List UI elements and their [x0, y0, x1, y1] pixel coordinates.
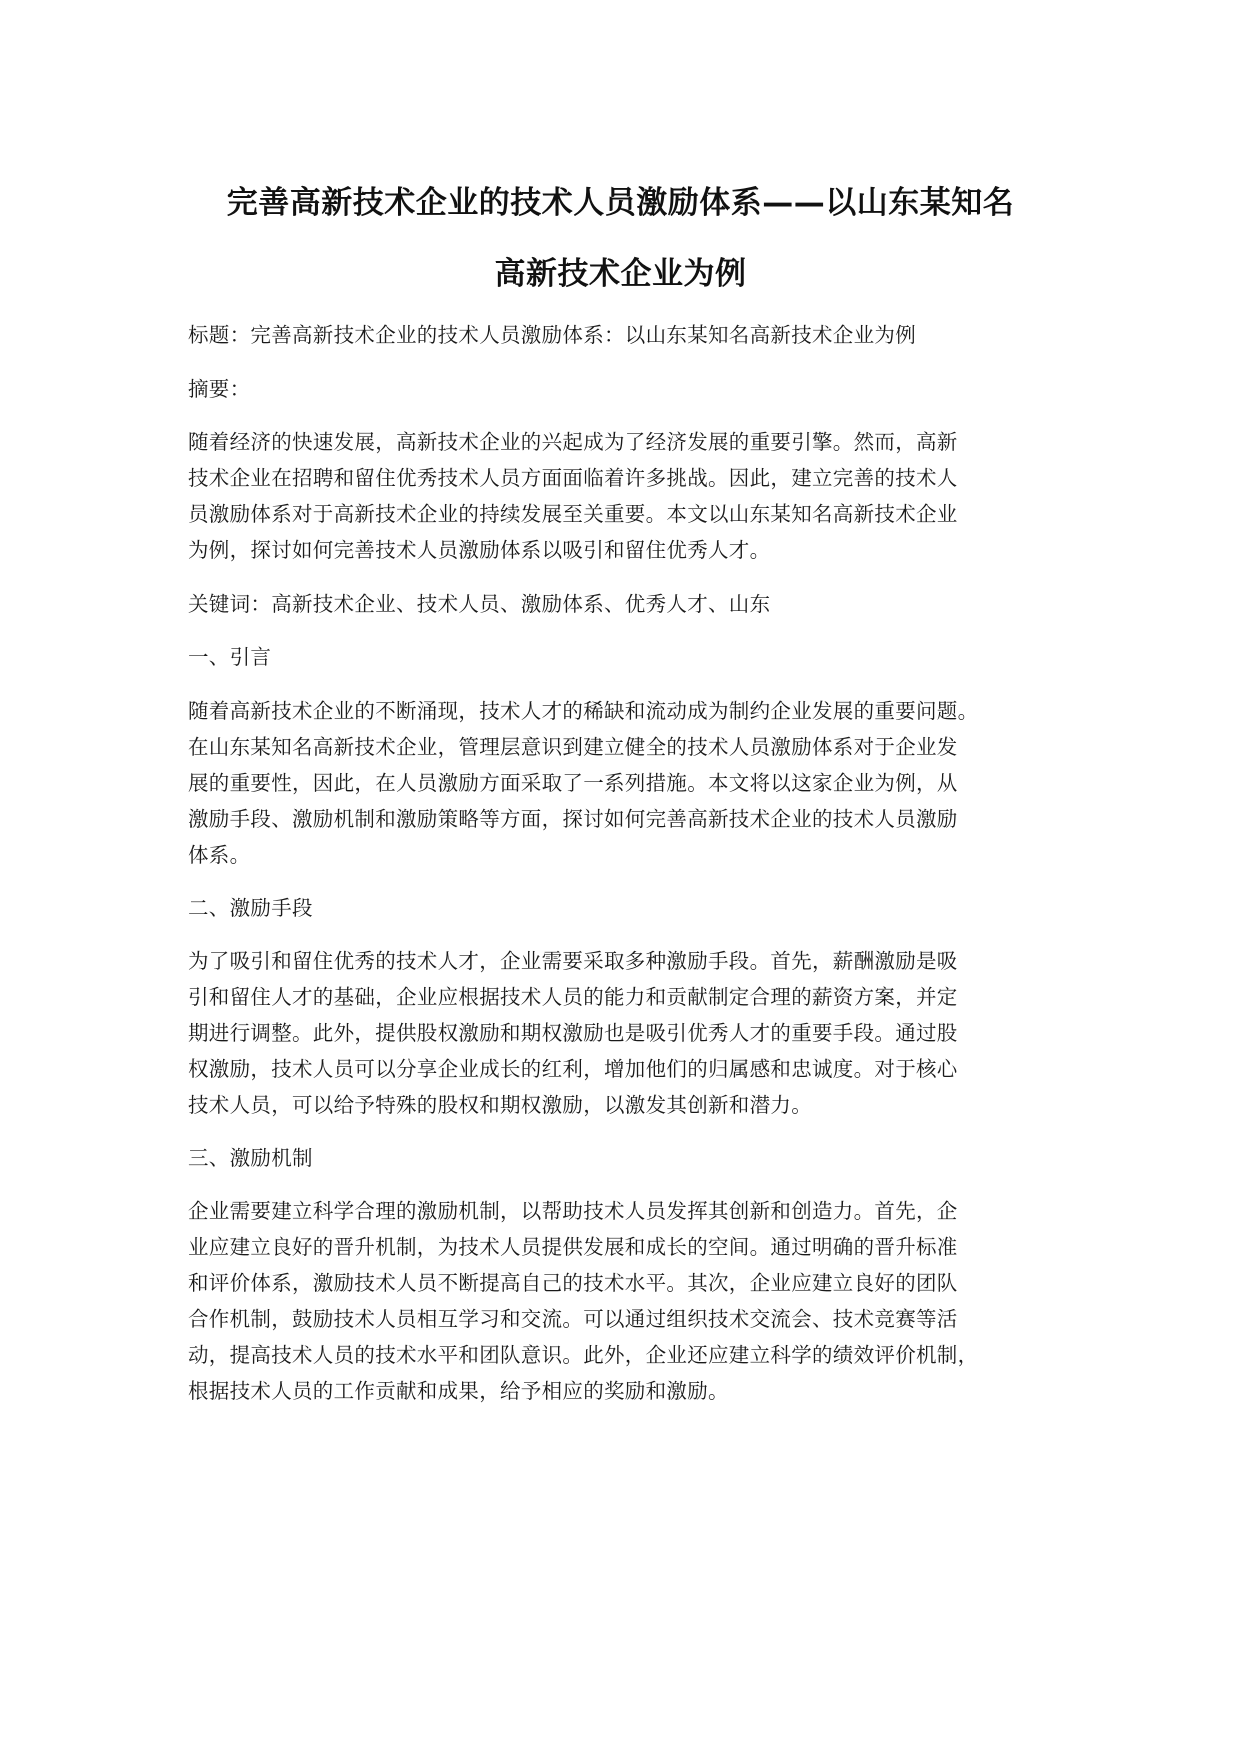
section-heading-introduction: 一、引言 — [188, 645, 272, 669]
abstract-text-line: 技术企业在招聘和留住优秀技术人员方面面临着许多挑战。因此，建立完善的技术人 — [188, 466, 958, 490]
incentive-means-text-line: 期进行调整。此外，提供股权激励和期权激励也是吸引优秀人才的重要手段。通过股 — [188, 1021, 958, 1045]
introduction-text-line: 随着高新技术企业的不断涌现，技术人才的稀缺和流动成为制约企业发展的重要问题。 — [188, 699, 979, 723]
abstract-text-line: 随着经济的快速发展，高新技术企业的兴起成为了经济发展的重要引擎。然而，高新 — [188, 430, 958, 454]
incentive-mechanism-text-line: 和评价体系，激励技术人员不断提高自己的技术水平。其次，企业应建立良好的团队 — [188, 1271, 958, 1295]
section-heading-incentive-mechanism: 三、激励机制 — [188, 1146, 313, 1170]
title-label-line: 标题：完善高新技术企业的技术人员激励体系：以山东某知名高新技术企业为例 — [188, 323, 916, 347]
incentive-means-text-line: 为了吸引和留住优秀的技术人才，企业需要采取多种激励手段。首先，薪酬激励是吸 — [188, 949, 958, 973]
document-title-line-1: 完善高新技术企业的技术人员激励体系——以山东某知名 — [226, 185, 1015, 221]
introduction-text-line: 在山东某知名高新技术企业，管理层意识到建立健全的技术人员激励体系对于企业发 — [188, 735, 958, 759]
document-title-line-2: 高新技术企业为例 — [494, 256, 747, 292]
abstract-text-line: 员激励体系对于高新技术企业的持续发展至关重要。本文以山东某知名高新技术企业 — [188, 502, 958, 526]
introduction-text-line: 展的重要性，因此，在人员激励方面采取了一系列措施。本文将以这家企业为例，从 — [188, 771, 958, 795]
incentive-mechanism-text-line: 企业需要建立科学合理的激励机制，以帮助技术人员发挥其创新和创造力。首先，企 — [188, 1199, 958, 1223]
abstract-text-line: 为例，探讨如何完善技术人员激励体系以吸引和留住优秀人才。 — [188, 538, 771, 562]
keywords-line: 关键词：高新技术企业、技术人员、激励体系、优秀人才、山东 — [188, 592, 771, 616]
section-heading-incentive-means: 二、激励手段 — [188, 896, 313, 920]
incentive-mechanism-text-line: 动，提高技术人员的技术水平和团队意识。此外，企业还应建立科学的绩效评价机制， — [188, 1343, 979, 1367]
abstract-heading: 摘要： — [188, 377, 251, 401]
incentive-means-text-line: 权激励，技术人员可以分享企业成长的红利，增加他们的归属感和忠诚度。对于核心 — [188, 1057, 958, 1081]
incentive-means-text-line: 引和留住人才的基础，企业应根据技术人员的能力和贡献制定合理的薪资方案，并定 — [188, 985, 958, 1009]
incentive-mechanism-text-line: 合作机制，鼓励技术人员相互学习和交流。可以通过组织技术交流会、技术竞赛等活 — [188, 1307, 958, 1331]
incentive-mechanism-text-line: 业应建立良好的晋升机制，为技术人员提供发展和成长的空间。通过明确的晋升标准 — [188, 1235, 958, 1259]
introduction-text-line: 体系。 — [188, 843, 251, 867]
incentive-means-text-line: 技术人员，可以给予特殊的股权和期权激励，以激发其创新和潜力。 — [188, 1093, 812, 1117]
introduction-text-line: 激励手段、激励机制和激励策略等方面，探讨如何完善高新技术企业的技术人员激励 — [188, 807, 958, 831]
incentive-mechanism-text-line: 根据技术人员的工作贡献和成果，给予相应的奖励和激励。 — [188, 1379, 729, 1403]
